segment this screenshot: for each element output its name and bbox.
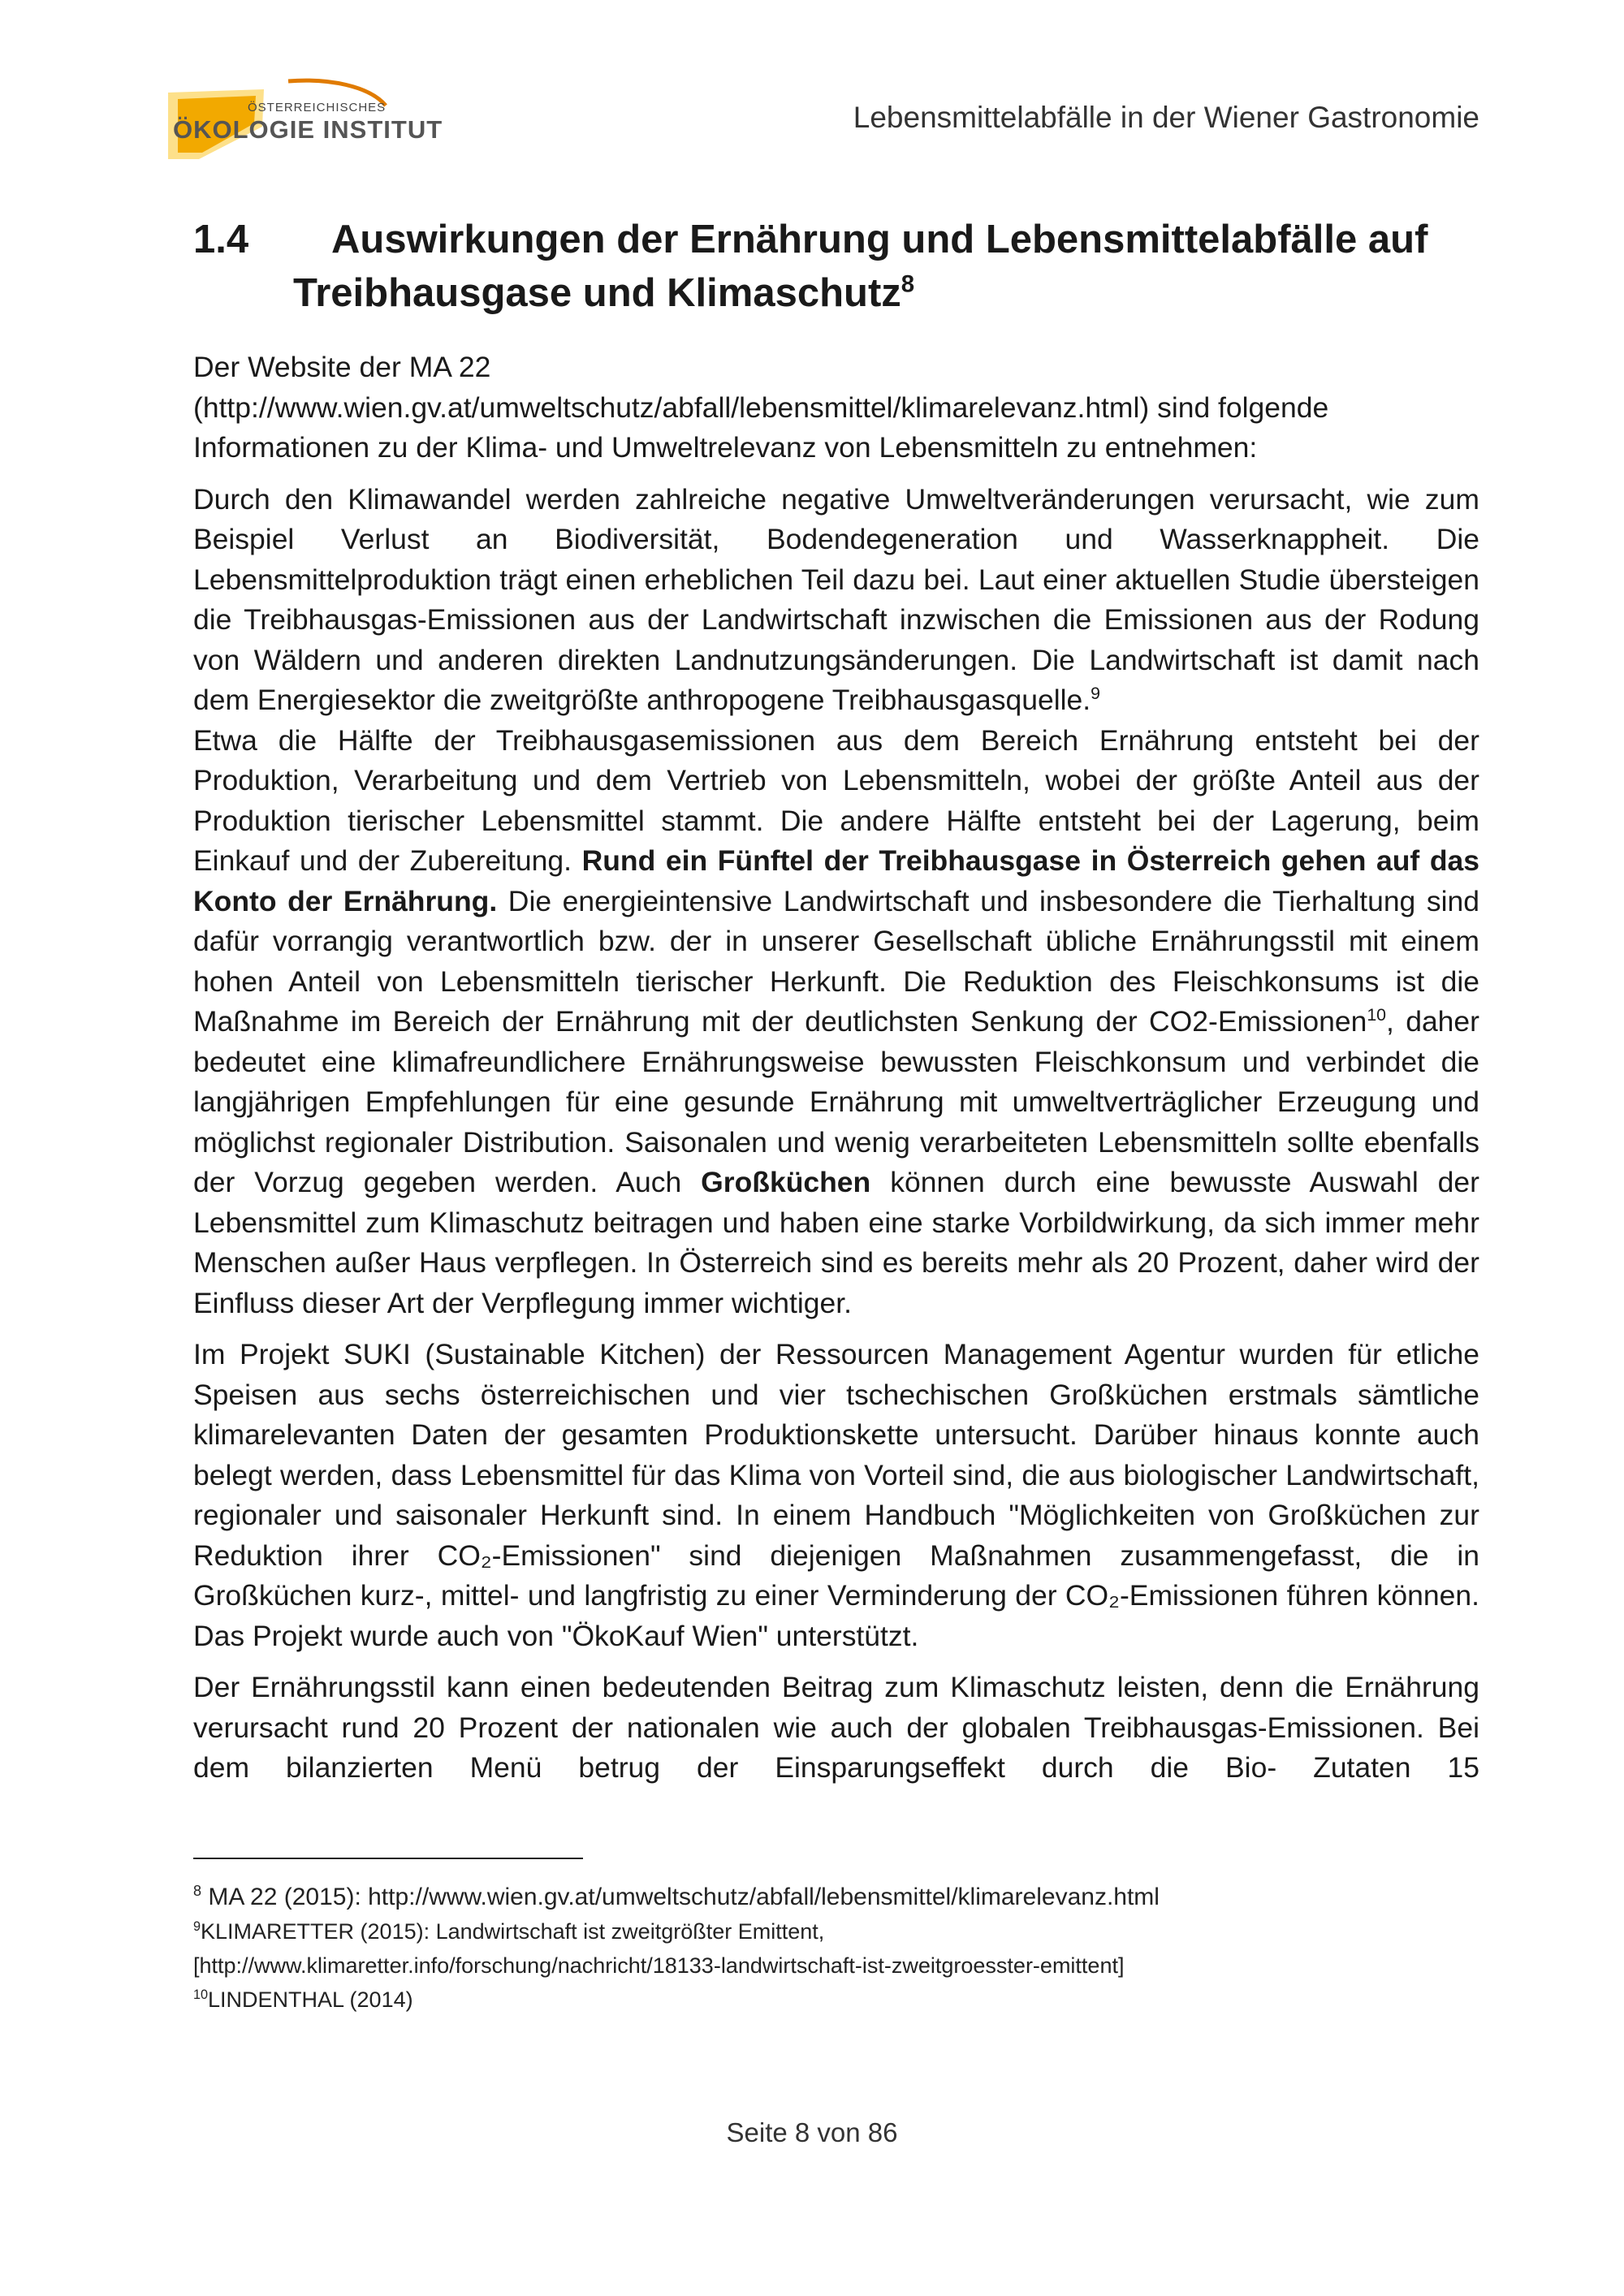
paragraph-2-bold-1: Rund ein Fünftel der Treibhausgase in Österreich gehen auf das Konto der Ernährung. [193,844,1479,917]
paragraph-4: Der Ernährungsstil kann einen bedeutenden Beitrag zum Klimaschutz leisten, denn die Ernährung verursacht rund 20 Prozent der nationalen wie auch der globalen Treibhausgas-Emissionen. Bei dem bilanzierten Menü betrug der Einsparungseffekt durch die Bio- Zutaten 15 [193,1671,1479,1784]
page-number: Seite 8 von 86 [726,2117,898,2147]
footnote-9-text: KLIMARETTER (2015): Landwirtschaft ist zweitgrößter Emittent, [201,1919,825,1944]
footnote-ref-10: 10 [1367,1005,1387,1025]
heading-line-1: Auswirkungen der Ernährung und Lebensmittelabfälle auf [331,218,1428,261]
paragraph-2-part-b: Die energieintensive Landwirtschaft und insbesondere die Tierhaltung sind dafür vorrangig verantwortlich bzw. der in unserer Gesellschaft übliche Ernährungsstil mit einem hohen Anteil von Lebensmitteln tierischer Herkunft. Die Reduktion des Fleischkonsums ist die Maßnahme im Bereich der Ernährung mit der deutlichsten Senkung der CO2-Emissionen [193,884,1479,1038]
footnote-8 [193,1880,1492,1914]
footnote-ref-8: 8 [901,270,915,298]
intro-line-1: Der Website der MA 22 [193,351,491,383]
footnote-10-number: 10 [193,1987,209,2002]
footnote-ref-9: 9 [1091,684,1100,704]
footnote-10 [193,1983,1492,2017]
footnotes [193,1880,1492,2017]
paragraph-2-part-c: , daher bedeutet eine klimafreundlichere Ernährungsweise bewussten Fleischkonsum und verbindet die langjährigen Empfehlungen für eine gesunde Ernährung mit umweltverträglicher Erzeugung und möglichst regionaler Distribution. Saisonalen und wenig verarbeiteten Lebensmitteln sollte ebenfalls der Vorzug gegeben werden. Auch [193,1005,1479,1198]
heading-line-2: Treibhausgase und Klimaschutz [293,271,901,315]
intro-line-3: Informationen zu der Klima- und Umweltrelevanz von Lebensmitteln zu entnehmen: [193,431,1258,464]
institute-logo [166,78,443,162]
footnote-divider [193,1858,583,1859]
logo-line-2: ÖKOLOGIE INSTITUT [173,115,443,144]
section-heading [193,213,1492,320]
paragraph-2-part-d: können durch eine bewusste Auswahl der Lebensmittel zum Klimaschutz beitragen und haben eine starke Vorbildwirkung, da sich immer mehr Menschen außer Haus verpflegen. In Österreich sind es bereits mehr als 20 Prozent, daher wird der Einfluss dieser Art der Verpflegung immer wichtiger. [193,1166,1479,1319]
section-number: 1.4 [193,218,249,261]
footnote-8-text: MA 22 (2015): http://www.wien.gv.at/umweltschutz/abfall/lebensmittel/klimarelevanz.html [201,1884,1160,1910]
footnote-10-text: LINDENTHAL (2014) [208,1987,413,2012]
logo-line-1: ÖSTERREICHISCHES [248,101,387,114]
paragraph-1 [193,480,1479,721]
intro-line-2: (http://www.wien.gv.at/umweltschutz/abfall/lebensmittel/klimarelevanz.html) sind folgende [193,391,1329,424]
intro-paragraph [193,347,1479,468]
running-header: Lebensmittelabfälle in der Wiener Gastronomie [853,101,1479,134]
paragraph-2-part-a: Etwa die Hälfte der Treibhausgasemissionen aus dem Bereich Ernährung entsteht bei der Produktion, Verarbeitung und dem Vertrieb von Lebensmitteln, wobei der größte Anteil aus der Produktion tierischer Lebensmittel stammt. Die andere Hälfte entsteht bei der Lagerung, beim Einkauf und der Zubereitung. [193,723,1479,877]
footnote-9-url: [http://www.klimaretter.info/forschung/nachricht/18133-landwirtschaft-ist-zweitgroesster-emittent] [193,1953,1125,1978]
footnote-9-number: 9 [193,1919,201,1934]
paragraph-3: Im Projekt SUKI (Sustainable Kitchen) der Ressourcen Management Agentur wurden für etliche Speisen aus sechs österreichischen und vier tschechischen Großküchen erstmals sämtliche klimarelevanten Daten der gesamten Produktionskette untersucht. Darüber hinaus konnte auch belegt werden, dass Lebensmittel für das Klima von Vorteil sind, die aus biologischer Landwirtschaft, regionaler und saisonaler Herkunft sind. In einem Handbuch "Möglichkeiten von Großküchen zur Reduktion ihrer CO₂-Emissionen" sind diejenigen Maßnahmen zusammengefasst, die in Großküchen kurz-, mittel- und langfristig zu einer Verminderung der CO₂-Emissionen führen können. Das Projekt wurde auch von "ÖkoKauf Wien" unterstützt. [193,1338,1479,1652]
paragraph-1-text: Durch den Klimawandel werden zahlreiche negative Umweltveränderungen verursacht, wie zum Beispiel Verlust an Biodiversität, Bodendegeneration und Wasserknappheit. Die Lebensmittelproduktion trägt einen erheblichen Teil dazu bei. Laut einer aktuellen Studie übersteigen die Treibhausgas-Emissionen aus der Landwirtschaft inzwischen die Emissionen aus der Rodung von Wäldern und anderen direkten Landnutzungsänderungen. Die Landwirtschaft ist damit nach dem Energiesektor die zweitgrößte anthropogene Treibhausgasquelle. [193,482,1479,716]
footnote-8-number: 8 [193,1883,202,1899]
footnote-9 [193,1914,1492,1949]
paragraph-2-bold-2: Großküchen [701,1166,871,1198]
paragraph-2 [193,721,1479,1324]
body-text [193,347,1479,1789]
